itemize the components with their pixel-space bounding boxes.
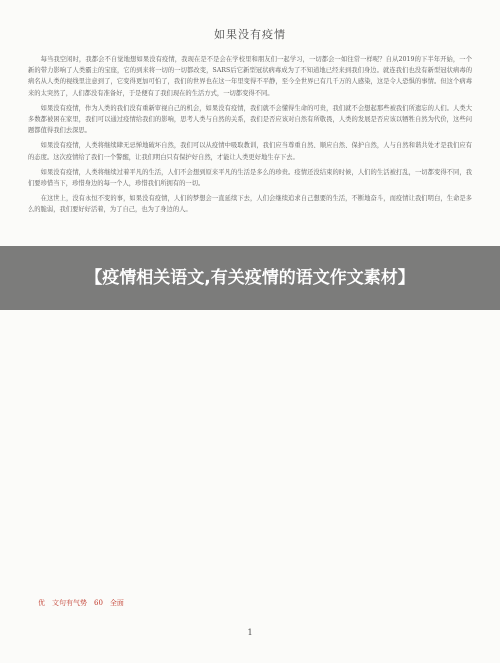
title-banner [0, 246, 500, 310]
paragraph: 每当我空闲时，我都会不自觉地想如果没有疫情，我现在是不是会在学校里和朋友们一起学习，一切都会一如往常一样呢？自从2019的下半年开始，一个新的带力影响了人类霸主的宝座，它的到来将一切的一切都改变，SARS后它新型冠状病毒成为了不知道地已经来到我们身边。就连我们也没有新型冠状病毒的病名从人类的视线里注意到了，它变得更加可怕了，我们的世界也在这一年里变得不平静，至今全世界已有几千万的人感染，这是令人恐惧的事情。但这个病毒来的太突然了，人们都没有准备好，于是便有了我们现在的生活方式，一切都变得不同。 [28, 56, 472, 97]
page-number: 1 [247, 628, 253, 637]
paragraph: 如果没有疫情，人类将继续过着平凡的生活，人们不会想到原来平凡的生活是多么的珍贵。疫情还没结束的时候，人们的生活被打乱，一切都变得不同，我们要珍惜当下，珍惜身边的每一个人，珍惜我们所拥有的一切。 [28, 168, 472, 188]
banner-title: 【疫情相关语文,有关疫情的语文作文素材】 [85, 268, 415, 288]
paragraph: 在这世上，没有永恒不变的事，如果没有疫情，人们的梦想会一直延续下去，人们会继续追求自己想要的生活，不断地奋斗，而疫情让我们明白，生命是多么的脆弱，我们要好好活着，为了自己，也为了身边的人。 [28, 195, 472, 214]
document-title: 如果没有疫情 [214, 28, 286, 41]
grading-note: 优 文句有气势 60 全面 [38, 599, 124, 607]
paragraph: 如果没有疫情，作为人类的我们没有重新审视自己的机会，如果没有疫情，我们就不会懂得生命的可贵，我们就不会想起那些被我们所遗忘的人们。人类大多数都被困在家里，我们可以通过疫情给我们的影响，思考人类与自然的关系，我们是否应该对自然有所敬畏，人类的发展是否应该以牺牲自然为代价，这些问题都值得我们去深思。 [28, 104, 472, 135]
paragraph: 如果没有疫情，人类将继续肆无忌惮地破坏自然，我们可以从疫情中吸取教训，我们应当尊重自然、顺应自然、保护自然，人与自然和谐共处才是我们应有的态度。这次疫情给了我们一个警醒，让我们明白只有保护好自然，才能让人类更好地生存下去。 [28, 142, 472, 161]
